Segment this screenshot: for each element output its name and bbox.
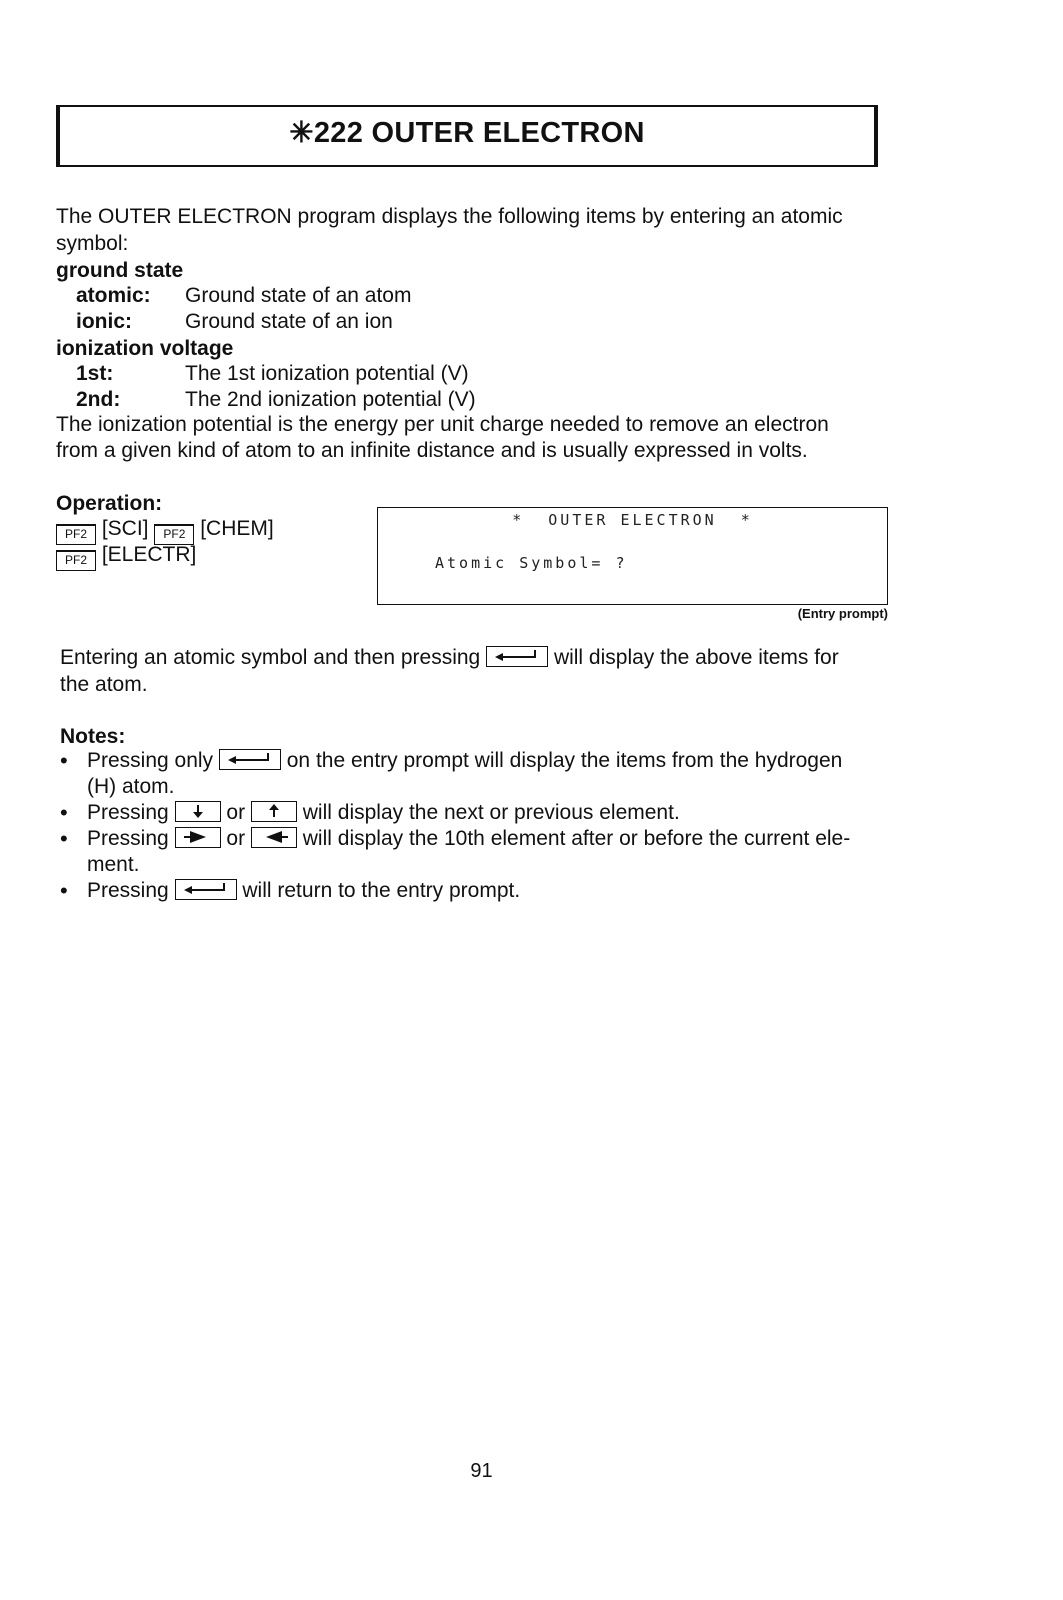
note-1-line-1 — [87, 748, 842, 774]
entering-line-1 — [60, 645, 839, 671]
note-2-text-b: will display the next or previous element. — [302, 801, 680, 824]
pf2-key: PF2 — [56, 550, 96, 571]
enter-key-icon — [486, 646, 548, 667]
operation-line-2 — [56, 542, 196, 571]
pf2-key: PF2 — [154, 524, 194, 545]
screen-caption: (Entry prompt) — [797, 606, 888, 621]
enter-key-icon — [175, 879, 237, 900]
enter-key-icon — [219, 749, 281, 770]
electr-menu: [ELECTR] — [101, 543, 197, 566]
pf2-key: PF2 — [56, 524, 96, 545]
note-4 — [87, 878, 520, 904]
bullet-icon: • — [60, 800, 68, 825]
first-label: 1st: — [76, 362, 114, 385]
bullet-icon: • — [60, 826, 68, 851]
bullet-icon: • — [60, 878, 68, 903]
chem-menu: [CHEM] — [200, 517, 274, 540]
operation-line-1 — [56, 516, 274, 545]
intro-line-2: symbol: — [56, 232, 129, 255]
page-title: ✳222 OUTER ELECTRON — [289, 117, 645, 149]
note-3-text-a: Pressing — [87, 827, 169, 850]
notes-heading: Notes: — [60, 725, 126, 748]
note-4-text-b: will return to the entry prompt. — [242, 879, 521, 902]
entering-text-b: will display the above items for — [553, 646, 839, 669]
ionic-label: ionic: — [76, 310, 132, 333]
screen-line-2: Atomic Symbol= ? — [435, 554, 628, 572]
page-number: 91 — [470, 1460, 493, 1482]
atomic-desc: Ground state of an atom — [185, 284, 412, 307]
note-2-or: or — [226, 801, 246, 824]
definition-line-1: The ionization potential is the energy per unit charge needed to remove an electron — [56, 413, 829, 436]
intro-line-1: The OUTER ELECTRON program displays the following items by entering an atomic — [56, 205, 843, 228]
note-3-or: or — [226, 827, 246, 850]
ionic-desc: Ground state of an ion — [185, 310, 393, 333]
note-2 — [87, 800, 680, 826]
note-1-text-a: Pressing only — [87, 749, 214, 772]
right-arrow-key-icon — [175, 827, 221, 848]
ground-state-heading: ground state — [56, 259, 184, 282]
screen-line-1: * OUTER ELECTRON * — [512, 511, 753, 529]
note-1-line-2: (H) atom. — [87, 775, 175, 798]
sci-menu: [SCI] — [101, 517, 149, 540]
definition-line-2: from a given kind of atom to an infinite distance and is usually expressed in volts. — [56, 439, 808, 462]
bullet-icon: • — [60, 748, 68, 773]
operation-heading: Operation: — [56, 492, 163, 515]
note-4-text-a: Pressing — [87, 879, 169, 902]
note-3-line-2: ment. — [87, 853, 140, 876]
note-3-text-b: will display the 10th element after or before the current ele- — [302, 827, 851, 850]
atomic-label: atomic: — [76, 284, 151, 307]
note-3-line-1 — [87, 826, 850, 852]
entering-line-2: the atom. — [60, 673, 148, 696]
left-arrow-key-icon — [251, 827, 297, 848]
down-arrow-key-icon — [175, 801, 221, 822]
note-1-text-b: on the entry prompt will display the items from the hydrogen — [286, 749, 843, 772]
up-arrow-key-icon — [251, 801, 297, 822]
second-desc: The 2nd ionization potential (V) — [185, 388, 476, 411]
first-desc: The 1st ionization potential (V) — [185, 362, 469, 385]
entering-text-a: Entering an atomic symbol and then pressing — [60, 646, 481, 669]
ionization-heading: ionization voltage — [56, 337, 234, 360]
note-2-text-a: Pressing — [87, 801, 169, 824]
second-label: 2nd: — [76, 388, 121, 411]
